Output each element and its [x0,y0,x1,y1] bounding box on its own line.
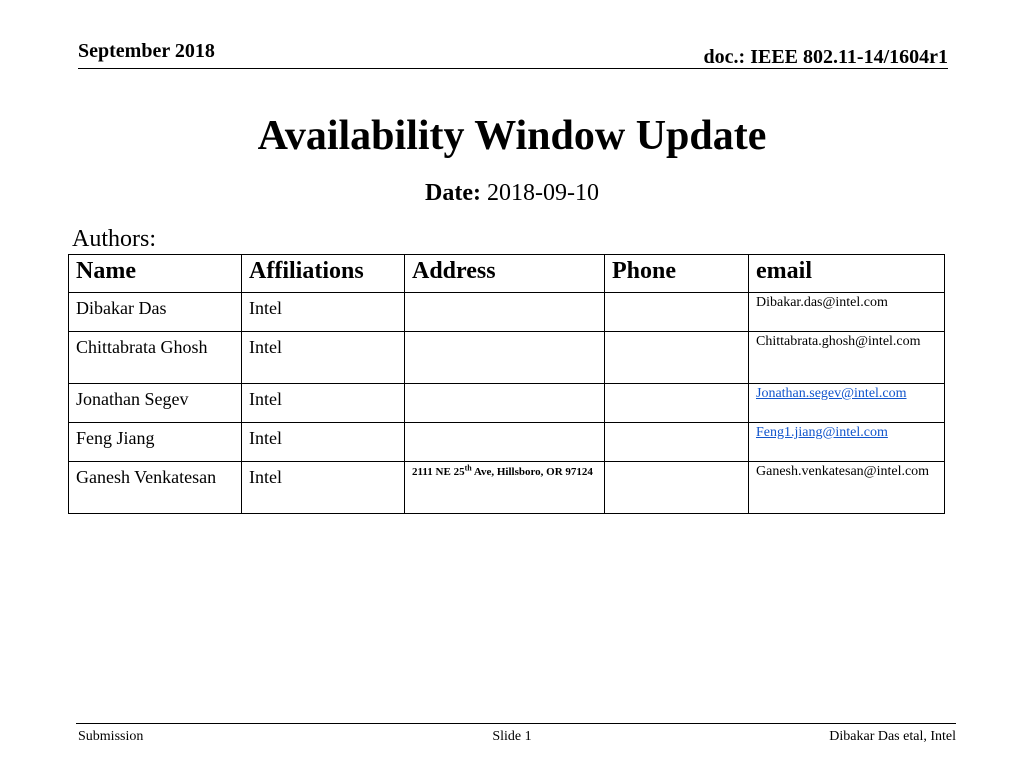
author-phone [605,462,749,514]
authors-table [68,254,945,514]
author-email-link[interactable]: Feng1.jiang@intel.com [756,425,888,440]
authors-label: Authors: [72,226,156,252]
column-header-name: Name [69,255,242,293]
address-ordinal-suffix: th [464,463,472,473]
author-phone [605,384,749,423]
author-name: Feng Jiang [69,423,242,462]
author-name: Jonathan Segev [69,384,242,423]
column-header-phone: Phone [605,255,749,293]
date-label: Date: [425,180,481,206]
author-address [405,423,605,462]
header-doc-id: doc.: IEEE 802.11-14/1604r1 [703,46,948,68]
author-affiliation: Intel [242,293,405,332]
author-affiliation: Intel [242,332,405,384]
author-name: Chittabrata Ghosh [69,332,242,384]
header-divider [78,68,948,69]
date-value: 2018-09-10 [486,180,599,206]
table-header-row [69,255,945,293]
footer-divider [76,723,956,724]
author-email: Chittabrata.ghosh@intel.com [749,332,945,384]
address-city: Ave, Hillsboro, OR 97124 [471,466,593,478]
author-affiliation: Intel [242,423,405,462]
date-line [0,180,1024,207]
header-date: September 2018 [78,40,215,62]
table-row [69,462,945,514]
column-header-affiliations: Affiliations [242,255,405,293]
author-name: Dibakar Das [69,293,242,332]
footer-submission: Submission [78,729,144,744]
author-address [405,332,605,384]
address-street: 2111 NE 25 [412,466,465,478]
column-header-email: email [749,255,945,293]
footer-author: Dibakar Das etal, Intel [829,729,956,744]
author-phone [605,332,749,384]
author-affiliation: Intel [242,462,405,514]
slide-title: Availability Window Update [257,113,767,159]
author-affiliation: Intel [242,384,405,423]
author-address [405,384,605,423]
author-email: Ganesh.venkatesan@intel.com [749,462,945,514]
column-header-address: Address [405,255,605,293]
table-row [69,332,945,384]
table-row [69,384,945,423]
author-address [405,462,605,514]
author-email: Dibakar.das@intel.com [749,293,945,332]
footer-slide-number: Slide 1 [492,729,532,744]
author-email-link[interactable]: Jonathan.segev@intel.com [756,386,907,401]
author-address [405,293,605,332]
author-name: Ganesh Venkatesan [69,462,242,514]
table-row [69,293,945,332]
author-phone [605,293,749,332]
author-phone [605,423,749,462]
table-row [69,423,945,462]
